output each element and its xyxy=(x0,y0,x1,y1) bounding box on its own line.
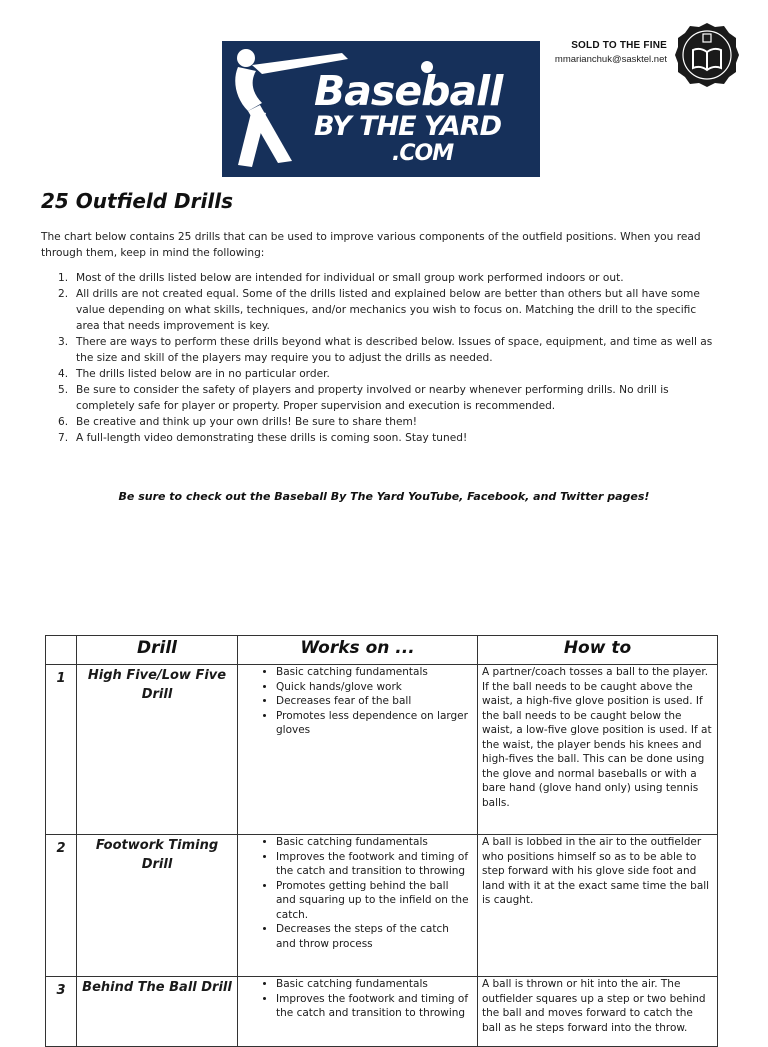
list-item-text: Most of the drills listed below are intended for individual or small group work performed indoors or out. xyxy=(76,272,624,284)
drill-how-to: A ball is lobbed in the air to the outfielder who positions himself so as to be able to step forward with his glove side foot and land with it at the exact same time the ball is caught. xyxy=(478,835,718,977)
list-item xyxy=(41,334,713,366)
drill-works-on xyxy=(238,835,478,977)
list-item: • Quick hands/glove work xyxy=(276,680,471,695)
table-row xyxy=(46,665,718,835)
list-item xyxy=(41,430,713,446)
drill-how-to: A ball is thrown or hit into the air. The outfielder squares up a step or two behind the ball and moves forward to catch the ball as he steps forward into the throw. xyxy=(478,977,718,1047)
list-item: • Improves the footwork and timing of the catch and transition to throwing xyxy=(276,992,471,1021)
site-logo xyxy=(222,41,540,177)
drill-how-to: A partner/coach tosses a ball to the player. If the ball needs to be caught above the waist, a high-five glove position is used. If the ball needs to be caught below the waist, a low-five glove position is used. If at the waist, the player bends his knees and high-fives the ball. This can be done using the glove and normal baseballs or with a bare hand (glove hand only) using tennis balls. xyxy=(478,665,718,835)
table-header-row xyxy=(46,636,718,665)
drill-number: 1 xyxy=(46,665,77,835)
list-item: • Decreases the steps of the catch and throw process xyxy=(276,922,471,951)
social-callout: Be sure to check out the Baseball By The Yard YouTube, Facebook, and Twitter pages! xyxy=(118,490,650,503)
list-item xyxy=(41,382,713,414)
list-item xyxy=(41,286,713,334)
list-item: • Promotes less dependence on larger gloves xyxy=(276,709,471,738)
list-item-number: 1. xyxy=(58,272,69,284)
drill-name: High Five/Low Five Drill xyxy=(77,665,238,835)
list-item xyxy=(41,414,713,430)
list-item-number: 4. xyxy=(58,368,69,380)
book-icon xyxy=(674,22,740,88)
sold-to-label: SOLD TO THE FINE xyxy=(571,40,667,51)
drills-table xyxy=(45,635,718,1047)
column-header-works-on: Works on ... xyxy=(238,636,478,665)
table-row xyxy=(46,835,718,977)
list-item: • Promotes getting behind the ball and squaring up to the infield on the catch. xyxy=(276,879,471,923)
list-item-text: The drills listed below are in no particular order. xyxy=(76,368,330,380)
list-item-text: Be creative and think up your own drills! Be sure to share them! xyxy=(76,416,418,428)
drill-number: 2 xyxy=(46,835,77,977)
logo-word-com: .COM xyxy=(392,141,454,166)
page-title: 25 Outfield Drills xyxy=(41,189,233,213)
list-item-text: A full-length video demonstrating these drills is coming soon. Stay tuned! xyxy=(76,432,468,444)
list-item-number: 5. xyxy=(58,384,69,396)
list-item-number: 3. xyxy=(58,336,69,348)
list-item-text: All drills are not created equal. Some of the drills listed and explained below are better than others but all have some value depending on what skills, techniques, and/or mechanics you wish to focus on. Matching the drill to the specific area that needs improvement is key. xyxy=(76,288,700,332)
logo-word-baseball: Baseball xyxy=(314,67,503,115)
column-header-how-to: How to xyxy=(478,636,718,665)
buyer-email: mmarianchuk@sasktel.net xyxy=(554,54,667,65)
notes-list xyxy=(41,270,713,446)
table-row xyxy=(46,977,718,1047)
list-item-number: 6. xyxy=(58,416,69,428)
drill-number: 3 xyxy=(46,977,77,1047)
column-header-number xyxy=(46,636,77,665)
drill-name: Behind The Ball Drill xyxy=(77,977,238,1047)
list-item: • Improves the footwork and timing of the catch and transition to throwing xyxy=(276,850,471,879)
logo-word-by-the-yard: BY THE YARD xyxy=(314,111,501,142)
list-item: • Basic catching fundamentals xyxy=(276,665,471,680)
list-item xyxy=(41,270,713,286)
list-item-number: 2. xyxy=(58,288,69,300)
list-item: • Decreases fear of the ball xyxy=(276,694,471,709)
drill-name: Footwork Timing Drill xyxy=(77,835,238,977)
list-item-text: There are ways to perform these drills beyond what is described below. Issues of space, equipment, and time as well as the size and skill of the players may require you to adjust the drills as needed. xyxy=(76,336,713,364)
list-item: • Basic catching fundamentals xyxy=(276,977,471,992)
list-item: • Basic catching fundamentals xyxy=(276,835,471,850)
column-header-drill: Drill xyxy=(77,636,238,665)
list-item xyxy=(41,366,713,382)
intro-paragraph: The chart below contains 25 drills that can be used to improve various components of the outfield positions. When you read through them, keep in mind the following: xyxy=(41,231,701,259)
list-item-text: Be sure to consider the safety of players and property involved or nearby whenever performing drills. No drill is completely safe for player or property. Proper supervision and execution is recommended. xyxy=(76,384,669,412)
drill-works-on xyxy=(238,977,478,1047)
drill-works-on xyxy=(238,665,478,835)
list-item-number: 7. xyxy=(58,432,69,444)
sold-to-block xyxy=(555,40,667,65)
